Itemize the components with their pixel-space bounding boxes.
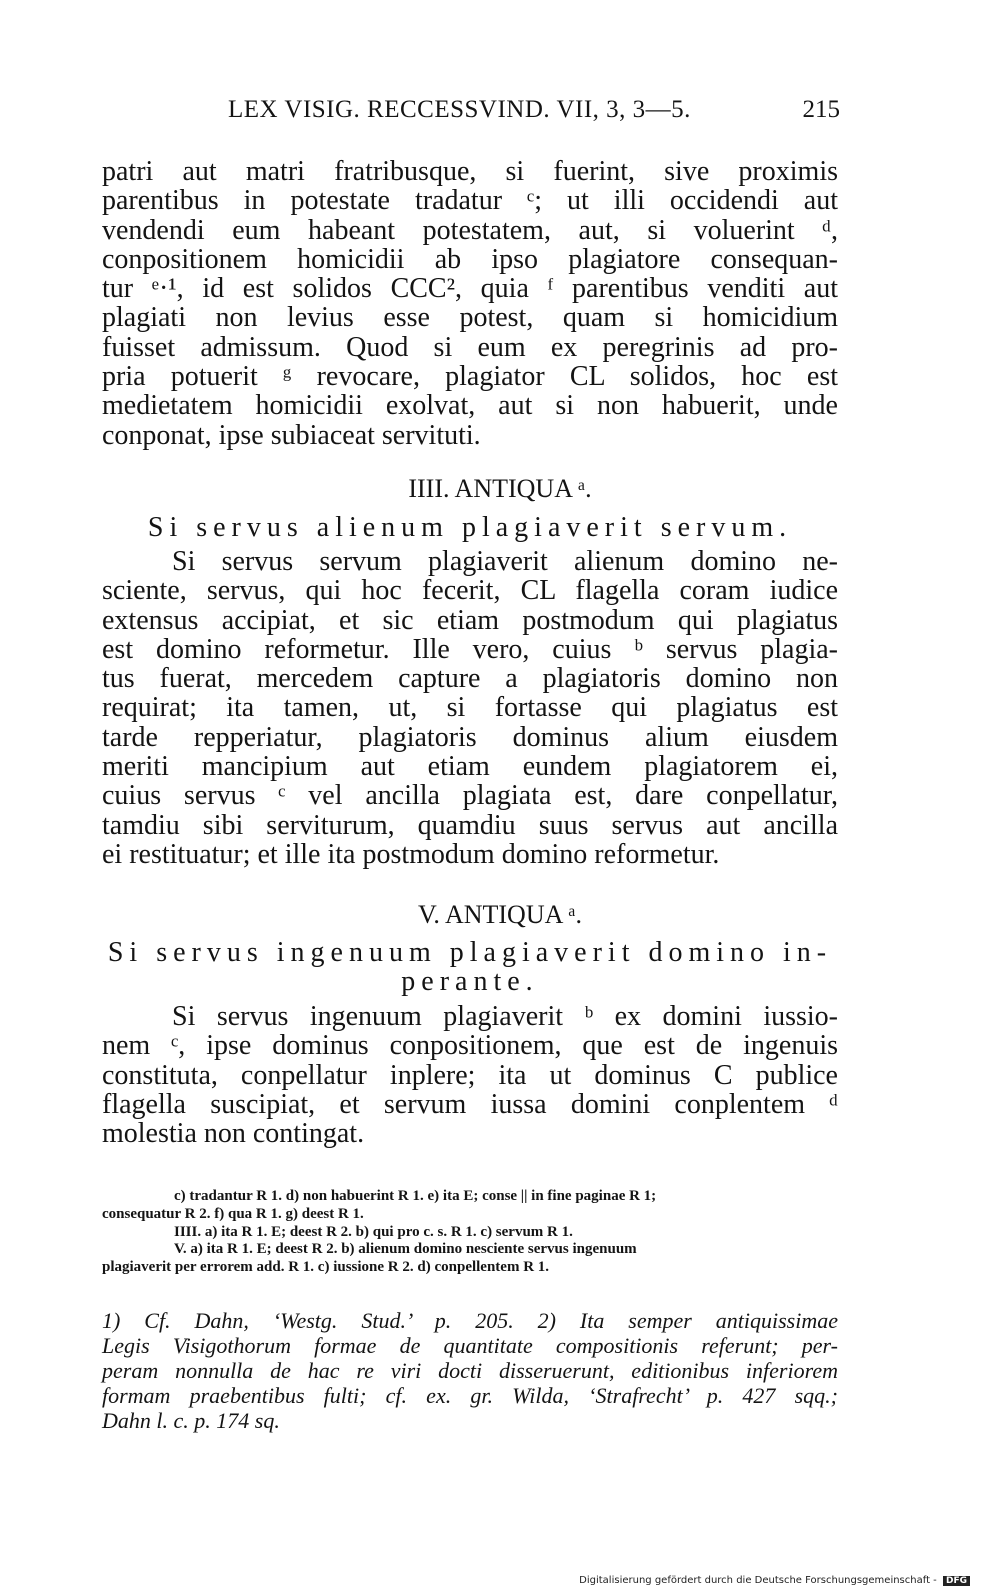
text-line: fuisset admissum. Quod si eum ex peregrinis ad pro- — [102, 331, 838, 363]
text-line: Si servus servum plagiaverit alienum domino ne- — [172, 546, 838, 577]
footnote-line: peram nonnulla de hac re viri docti disseruerunt, editionibus inferiorem — [102, 1358, 838, 1383]
rubric-line: perante. — [401, 966, 539, 997]
apparatus-line: V. a) ita R 1. E; deest R 2. b) alienum domino nesciente servus ingenuum — [174, 1241, 637, 1258]
text-line: ei restituatur; et ille ita postmodum domino reformetur. — [102, 838, 720, 870]
text-line: sciente, servus, qui hoc fecerit, CL flagella coram iudice — [102, 575, 838, 607]
section-4-text — [102, 547, 838, 869]
section-rubric-4: Si servus alienum plagiaverit servum. — [147, 512, 793, 543]
dfg-logo: DFG — [943, 1576, 970, 1586]
footnote-line: formam praebentibus fulti; cf. ex. gr. Wilda, ‘Strafrecht’ p. 427 sqq.; — [102, 1383, 838, 1408]
text-line: tur ᵉ·¹, id est solidos CCC², quia ᶠ parentibus venditi aut — [102, 273, 838, 305]
paragraph-continuation — [102, 157, 838, 450]
text-line: conpositionem homicidii ab ipso plagiatore consequan- — [102, 243, 838, 275]
text-line: molestia non contingat. — [102, 1118, 365, 1150]
text-line: tamdiu sibi serviturum, quamdiu suus servus aut ancilla — [102, 809, 838, 841]
footnote-line: 1) Cf. Dahn, ‘Westg. Stud.’ p. 205. 2) Ita semper antiquissimae — [102, 1308, 838, 1333]
text-line: parentibus in potestate tradatur ᶜ; ut illi occidendi aut — [102, 185, 838, 217]
credit-text: Digitalisierung gefördert durch die Deutsche Forschungsgemeinschaft - — [579, 1575, 937, 1586]
footnote-line: Legis Visigothorum formae de quantitate compositionis referunt; per- — [102, 1333, 838, 1358]
text-line: plagiati non levius esse potest, quam si homicidium — [102, 302, 838, 334]
text-line: tus fuerat, mercedem capture a plagiatoris domino non — [102, 663, 838, 695]
text-line: tarde repperiatur, plagiatoris dominus alium eiusdem — [102, 721, 838, 753]
text-line: conponat, ipse subiaceat servituti. — [102, 419, 481, 451]
text-line: extensus accipiat, et sic etiam postmodum qui plagiatus — [102, 604, 838, 636]
apparatus-line: plagiaverit per errorem add. R 1. c) iussione R 2. d) conpellentem R 1. — [102, 1259, 550, 1276]
text-line: meriti mancipium aut etiam eundem plagiatorem ei, — [102, 751, 838, 783]
apparatus-line: IIII. a) ita R 1. E; deest R 2. b) qui pro c. s. R 1. c) servum R 1. — [174, 1223, 573, 1240]
page-number: 215 — [802, 96, 840, 123]
apparatus-line: consequatur R 2. f) qua R 1. g) deest R 1. — [102, 1205, 364, 1222]
footnotes — [102, 1308, 838, 1433]
text-line: medietatem homicidii exolvat, aut si non habuerit, unde — [102, 390, 838, 422]
footnote-line: Dahn l. c. p. 174 sq. — [102, 1408, 280, 1433]
page-header — [0, 96, 1000, 130]
text-line: requirat; ita tamen, ut, si fortasse qui plagiatus est — [102, 692, 838, 724]
text-line: Si servus ingenuum plagiaverit ᵇ ex domini iussio- — [172, 1001, 838, 1032]
critical-apparatus — [102, 1188, 838, 1277]
rubric-line: Si servus ingenuum plagiaverit domino in- — [107, 937, 833, 968]
section-5-text — [102, 1002, 838, 1148]
section-number-5: V. ANTIQUA ᵃ. — [417, 900, 583, 929]
text-line: patri aut matri fratribusque, si fuerint, sive proximis — [102, 156, 838, 187]
section-rubric-5 — [102, 938, 838, 996]
running-head: LEX VISIG. RECCESSVIND. VII, 3, 3—5. — [228, 96, 691, 123]
text-line: cuius servus ᶜ vel ancilla plagiata est, dare conpellatur, — [102, 780, 838, 812]
text-line: constituta, conpellatur inplere; ita ut dominus C publice — [102, 1059, 838, 1091]
section-number-4: IIII. ANTIQUA ᵃ. — [408, 474, 592, 503]
text-line: pria potuerit ᵍ revocare, plagiator CL solidos, hoc est — [102, 361, 838, 393]
text-line: vendendi eum habeant potestatem, aut, si voluerint ᵈ, — [102, 214, 838, 246]
text-line: flagella suscipiat, et servum iussa domini conplentem ᵈ — [102, 1088, 838, 1120]
text-line: est domino reformetur. Ille vero, cuius ᵇ servus plagia- — [102, 633, 838, 665]
digitization-credit — [579, 1575, 970, 1586]
text-line: nem ᶜ, ipse dominus conpositionem, que est de ingenuis — [102, 1030, 838, 1062]
apparatus-line: c) tradantur R 1. d) non habuerint R 1. e) ita E; conse || in fine paginae R 1; — [174, 1188, 657, 1204]
